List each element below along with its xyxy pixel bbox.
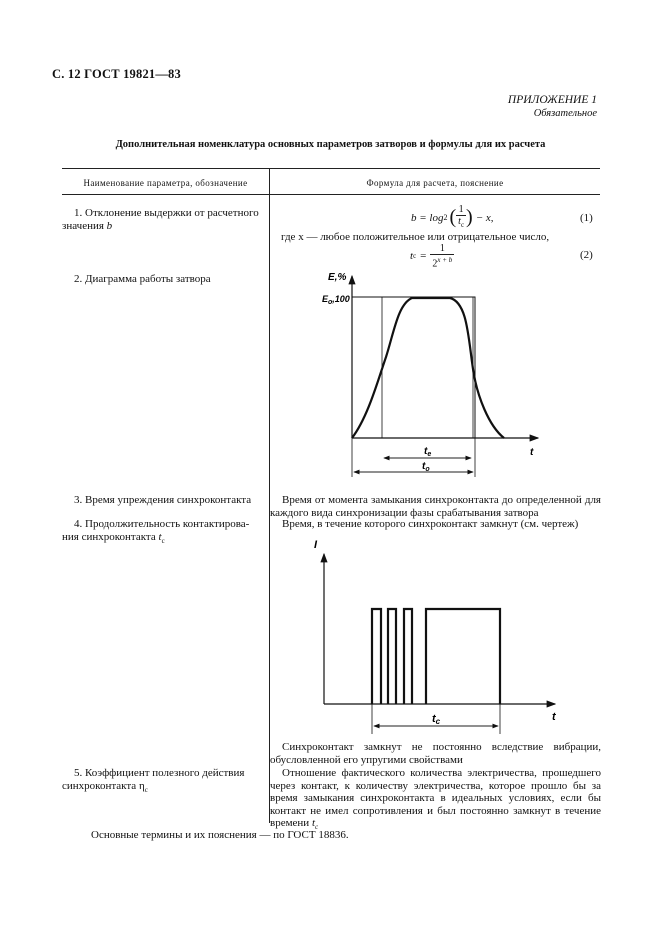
column-header-name: Наименование параметра, обозначение — [83, 178, 248, 188]
row5-text: Отношение фактического количества электричества, прошедшего через контакт, к количеству электричества, которое прошло бы за время замыкания синхроконтакта в идеальных условиях, если бы контакт не имел сопротивления и был постоянно замкнут в течение времени $t_c$ — [270, 767, 601, 832]
page-header: С. 12 ГОСТ 19821—83 — [52, 67, 181, 81]
row1-explanation: где x — любое положительное или отрицательное число, — [281, 231, 550, 243]
table-title: Дополнительная номенклатура основных параметров затворов и формулы для их расчета — [115, 139, 546, 150]
level-label: $E_o,100$ — [322, 294, 350, 306]
row2-name: 2. Диаграмма работы затвора — [74, 273, 211, 285]
te-label: $t_e$ — [424, 446, 432, 458]
contact-pulses — [372, 609, 500, 704]
appendix-status: Обязательное — [533, 108, 597, 119]
tc-label: tc — [432, 713, 441, 726]
appendix-title: ПРИЛОЖЕНИЕ 1 — [507, 94, 597, 106]
row3-text: Время от момента замыкания синхроконтакта до определенной для каждого вида синхронизации фазы срабатывания затвора — [270, 494, 601, 519]
shutter-diagram — [300, 262, 560, 482]
formula-2: t c = $\frac{1}{2^{x + b}}$ — [410, 243, 453, 270]
row1-name: 1. Отклонение выдержки от расчетного значения b — [62, 207, 259, 232]
formula-2-number: (2) — [580, 249, 593, 261]
row4-name: 4. Продолжительность контактирова- ния синхроконтакта $t_c$ — [62, 518, 250, 546]
sync-contact-diagram — [300, 532, 585, 742]
row4-text: Время, в течение которого синхроконтакт замкнут (см. чертеж) — [282, 518, 579, 530]
ideal-pulse — [352, 297, 475, 438]
x-axis-label: t — [530, 447, 534, 458]
row4-note: Синхроконтакт замкнут не постоянно вследствие вибрации, обусловленной его упругими свойствами — [270, 741, 601, 766]
formula-1: b = log 2 ( 1 $t_c$ ) − x, — [411, 204, 494, 229]
table-top-rule — [62, 168, 600, 169]
y-axis-label: E,% — [328, 272, 347, 283]
column-header-formula: Формула для расчета, пояснение — [366, 178, 504, 188]
time-axis-label: t — [552, 711, 556, 723]
row3-name: 3. Время упреждения синхроконтакта — [74, 494, 252, 506]
exposure-curve — [352, 298, 504, 438]
row5-name: 5. Коэффициент полезного действия синхроконтакта $\eta_c$ — [62, 767, 245, 795]
footer-note: Основные термины и их пояснения — по ГОСТ 18836. — [91, 829, 349, 841]
formula-1-number: (1) — [580, 212, 593, 224]
table-header-rule — [62, 194, 600, 195]
to-label: $t_o$ — [422, 461, 430, 473]
current-axis-label: I — [314, 539, 318, 551]
appendix-label — [508, 93, 597, 121]
